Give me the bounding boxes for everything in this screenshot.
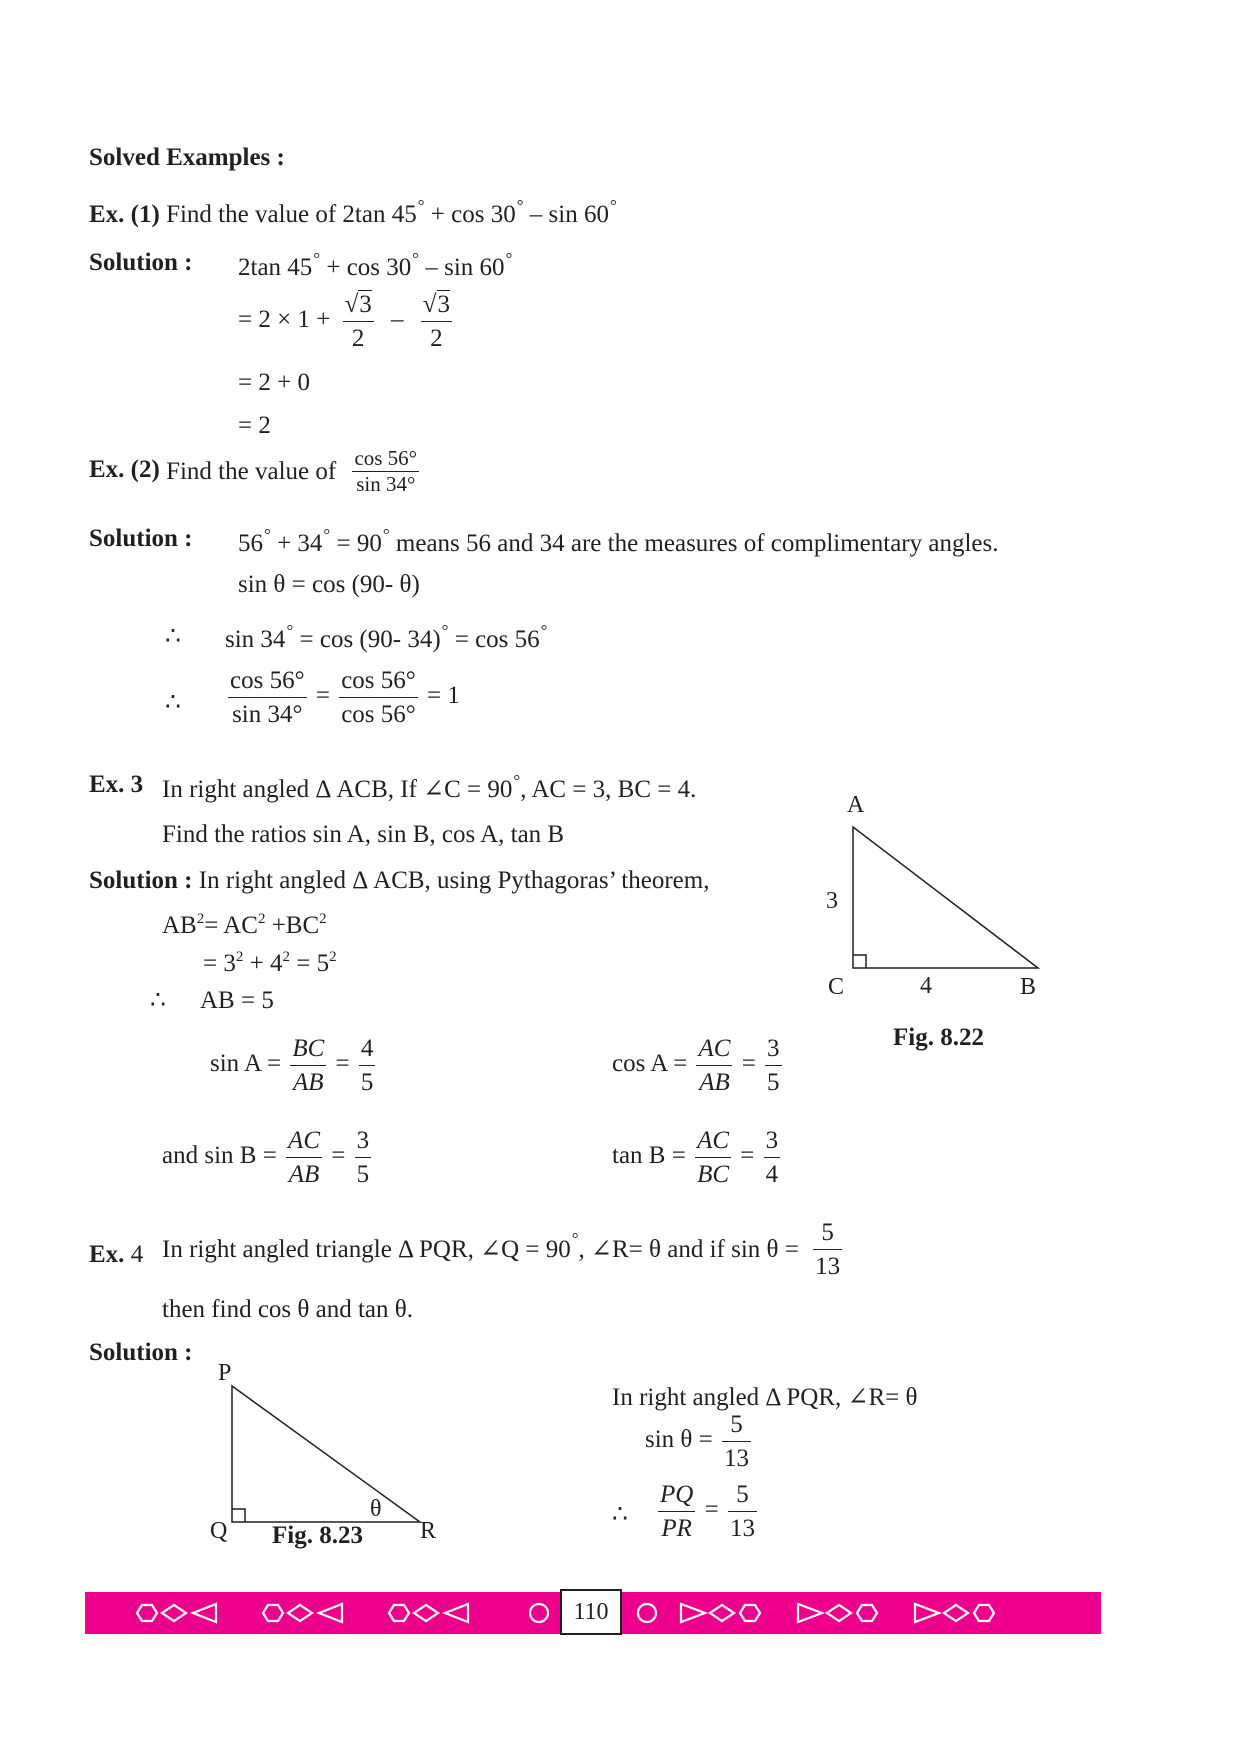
- ex1-label: Ex. (1): [89, 201, 160, 228]
- ex4-label: Ex.: [89, 1241, 125, 1268]
- therefore-symbol-2: ∴: [165, 689, 181, 716]
- ex2-solution-label: Solution :: [89, 525, 193, 552]
- therefore-symbol: ∴: [165, 623, 181, 650]
- triangle-pqr-figure: [200, 1350, 460, 1550]
- fig-8-23-caption: Fig. 8.23: [272, 1522, 363, 1549]
- triangle-right-icon: [681, 1604, 705, 1622]
- sinA-ratio: sin A = $\frac{BC}{AB}$ = $\frac{4}{5}$: [210, 1035, 374, 1096]
- ex4-question: Ex. 4: [89, 1241, 144, 1268]
- ex1-solution-line2: = 2 × 1 + $\frac{√3}{2}$ – $\frac{√3}{2}$: [238, 291, 451, 352]
- ex3-question-line2: Find the ratios sin A, sin B, cos A, tan B: [162, 821, 565, 848]
- right-angle-mark-q: [232, 1509, 245, 1522]
- circle-icon-right: [638, 1604, 656, 1622]
- ex4-right-line3: $\frac{PQ}{PR}$ = $\frac{5}{13}$: [660, 1481, 755, 1542]
- vertex-r-label: R: [420, 1518, 437, 1544]
- page-number: 110: [560, 1589, 622, 1635]
- fig-8-22-caption: Fig. 8.22: [893, 1024, 984, 1051]
- ex2-solution-line4: $\frac{\cos 56^\circ}{\sin 34^\circ}$ = $\frac{\cos 56^\circ}{\cos 56^\circ}$ = 1: [230, 667, 460, 728]
- ex1-solution-label: Solution :: [89, 249, 193, 276]
- diamond-icon: [162, 1605, 186, 1621]
- ex2-label: Ex. (2): [89, 456, 160, 484]
- diamond-icon-right: [710, 1605, 734, 1621]
- ex1-solution-line4: = 2: [238, 412, 271, 439]
- angle-theta-label: θ: [370, 1496, 382, 1522]
- side-ac-label: 3: [826, 888, 838, 914]
- side-cb-label: 4: [920, 973, 932, 999]
- hexagon-icon: [137, 1605, 157, 1621]
- ex2-solution-line2: sin θ = cos (90- θ): [238, 571, 420, 598]
- triangle-pqr: [232, 1386, 420, 1522]
- shape-group: [137, 1604, 216, 1622]
- ex3-eq3: AB = 5: [200, 987, 274, 1014]
- vertex-b-label: B: [1020, 974, 1037, 1000]
- ex3-solution: Solution : In right angled Δ ACB, using Pythagoras’ theorem,: [89, 867, 710, 894]
- ex4-right-line2: sin θ = $\frac{5}{13}$: [645, 1411, 749, 1472]
- therefore-symbol-3: ∴: [150, 987, 166, 1014]
- ex2-solution-line1: 56° + 34° = 90° means 56 and 34 are the measures of complimentary angles.: [238, 525, 999, 557]
- shape-group-right: [681, 1604, 760, 1622]
- vertex-q-label: Q: [210, 1518, 228, 1544]
- five-over-thirteen: $\frac{5}{13}$: [815, 1219, 841, 1280]
- ex1-solution-line3: = 2 + 0: [238, 369, 310, 396]
- triangle-left-icon: [193, 1604, 216, 1622]
- triangle-acb-figure: [800, 780, 1100, 1020]
- ex3-question: In right angled Δ ACB, If ∠C = 90°, AC = 3, BC = 4.: [162, 771, 697, 803]
- vertex-c-label: C: [828, 974, 845, 1000]
- tanB-ratio: tan B = $\frac{AC}{BC}$ = $\frac{3}{4}$: [612, 1127, 779, 1188]
- ex3-solution-label: Solution :: [89, 867, 193, 894]
- ex3-label: Ex. 3: [89, 771, 144, 798]
- cos56-over-cos56: $\frac{\cos 56^\circ}{\cos 56^\circ}$: [341, 667, 416, 728]
- ex4-question-text: In right angled triangle Δ PQR, ∠Q = 90°, ∠R= θ and if sin θ = $\frac{5}{13}$: [162, 1219, 841, 1280]
- ex3-eq1: $AB^2= AC^2 +BC^2$: [162, 911, 327, 939]
- right-angle-mark-c: [853, 955, 866, 968]
- ex4-right-line1: In right angled Δ PQR, ∠R= θ: [612, 1384, 918, 1411]
- cos56-over-sin34: $\frac{\cos 56^\circ}{\sin 34^\circ}$: [230, 667, 305, 728]
- ex2-solution-line3: sin 34° = cos (90- 34)° = cos 56°: [225, 621, 548, 653]
- vertex-p-label: P: [218, 1360, 232, 1386]
- ex1-solution-line1: 2tan 45° + cos 30° – sin 60°: [238, 249, 513, 281]
- ex4-solution-label: Solution :: [89, 1339, 193, 1366]
- therefore-symbol-4: ∴: [612, 1501, 628, 1528]
- ex1-question: Ex. (1) Find the value of 2tan 45° + cos 30° – sin 60°: [89, 196, 617, 228]
- sqrt3-over-2-fraction-2: $\frac{√3}{2}$: [422, 291, 451, 352]
- ex2-question: Ex. (2) Find the value of $\frac{\cos 56^\circ}{\sin 34^\circ}$: [89, 446, 418, 496]
- ex2-fraction: $\frac{\cos 56^\circ}{\sin 34^\circ}$: [354, 446, 418, 496]
- ex4-question-line2: then find cos θ and tan θ.: [162, 1296, 413, 1323]
- circle-icon: [530, 1604, 548, 1622]
- vertex-a-label: A: [847, 792, 865, 818]
- hexagon-icon-right: [740, 1605, 760, 1621]
- triangle-acb: [853, 827, 1038, 968]
- cosA-ratio: cos A = $\frac{AC}{AB}$ = $\frac{3}{5}$: [612, 1035, 780, 1096]
- ex3-eq2: = $3^2 + 4^2 = 5^2$: [203, 949, 337, 977]
- section-heading: Solved Examples :: [89, 144, 285, 171]
- sqrt3-over-2-fraction: $\frac{√3}{2}$: [344, 291, 372, 352]
- sinB-ratio: and sin B = $\frac{AC}{AB}$ = $\frac{3}{5}$: [162, 1127, 370, 1188]
